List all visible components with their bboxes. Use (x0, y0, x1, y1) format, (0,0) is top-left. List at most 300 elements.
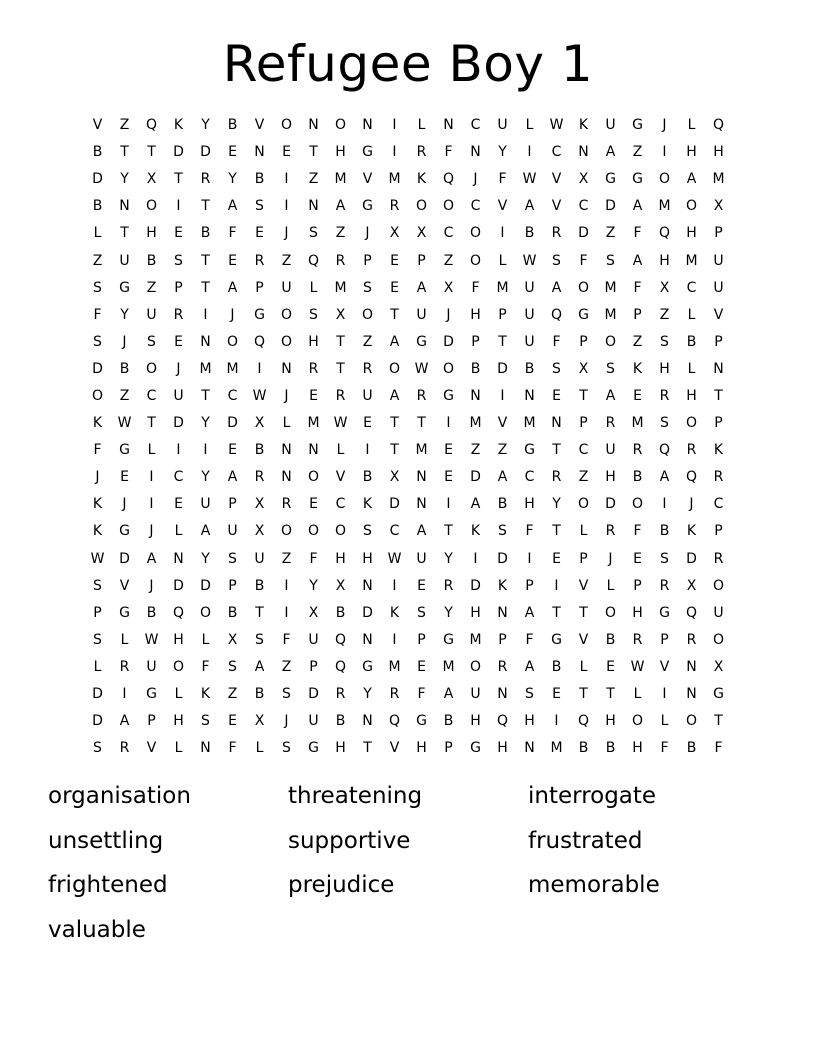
grid-letter: K (713, 442, 724, 459)
grid-letter: Y (444, 550, 453, 567)
grid-letter: H (146, 225, 157, 242)
grid-letter: E (228, 252, 237, 269)
grid-letter: T (201, 198, 210, 215)
grid-letter: U (416, 550, 427, 567)
grid-letter: T (417, 415, 426, 432)
grid-letter: R (686, 631, 697, 648)
grid-letter: Q (145, 117, 158, 134)
grid-letter: B (92, 144, 103, 161)
grid-letter: R (605, 415, 616, 432)
grid-letter: X (308, 604, 319, 621)
grid-letter: F (309, 550, 318, 567)
grid-letter: Y (363, 686, 372, 703)
grid-letter: H (335, 144, 346, 161)
grid-letter: D (92, 713, 103, 730)
grid-letter: M (658, 198, 671, 215)
grid-letter: C (524, 469, 535, 486)
grid-letter: B (92, 198, 103, 215)
grid-letter: O (361, 306, 374, 323)
grid-letter: S (498, 523, 507, 540)
grid-letter: G (119, 442, 130, 459)
grid-letter: R (659, 387, 670, 404)
grid-letter: V (92, 117, 103, 134)
grid-letter: H (335, 550, 346, 567)
grid-letter: C (173, 469, 184, 486)
grid-letter: D (173, 577, 184, 594)
grid-letter: N (173, 550, 184, 567)
grid-letter: D (470, 577, 481, 594)
grid-letter: P (579, 550, 588, 567)
grid-letter: Q (685, 469, 698, 486)
grid-letter: W (117, 415, 132, 432)
grid-letter: N (119, 198, 130, 215)
grid-letter: G (416, 713, 427, 730)
grid-letter: Z (632, 144, 643, 161)
grid-letter: B (254, 442, 265, 459)
grid-letter: E (174, 333, 183, 350)
grid-row (84, 735, 732, 762)
grid-letter: E (552, 686, 561, 703)
grid-letter: S (660, 550, 669, 567)
grid-letter: T (255, 604, 264, 621)
grid-letter: H (686, 387, 697, 404)
grid-letter: N (254, 144, 265, 161)
grid-letter: G (551, 631, 562, 648)
grid-letter: Q (658, 225, 671, 242)
grid-letter: J (122, 333, 127, 350)
grid-letter: S (606, 252, 615, 269)
grid-letter: O (145, 198, 158, 215)
grid-letter: B (497, 496, 508, 513)
grid-letter: E (633, 550, 642, 567)
grid-letter: I (527, 550, 532, 567)
grid-letter: M (334, 279, 347, 296)
grid-letter: G (362, 658, 373, 675)
word-list-item: prejudice (288, 872, 395, 898)
grid-letter: X (146, 171, 157, 188)
grid-letter: F (201, 658, 210, 675)
grid-letter: G (119, 604, 130, 621)
grid-letter: U (605, 442, 616, 459)
word-list-item: frightened (48, 872, 168, 898)
grid-letter: O (631, 496, 644, 513)
grid-letter: N (713, 360, 724, 377)
grid-letter: J (230, 306, 235, 323)
grid-row (84, 518, 732, 545)
grid-row (84, 600, 732, 627)
grid-letter: E (174, 225, 183, 242)
grid-letter: S (282, 740, 291, 757)
grid-letter: U (524, 306, 535, 323)
grid-letter: T (444, 523, 453, 540)
grid-letter: M (199, 360, 212, 377)
grid-letter: P (714, 225, 723, 242)
grid-letter: O (685, 713, 698, 730)
grid-letter: L (93, 658, 102, 675)
grid-letter: N (362, 631, 373, 648)
word-list-item: frustrated (528, 827, 643, 854)
grid-letter: C (578, 442, 589, 459)
grid-letter: O (577, 496, 590, 513)
grid-letter: G (362, 144, 373, 161)
grid-letter: E (282, 144, 291, 161)
grid-letter: G (119, 279, 130, 296)
grid-letter: O (577, 279, 590, 296)
grid-letter: N (578, 144, 589, 161)
grid-letter: G (659, 604, 670, 621)
grid-letter: U (173, 387, 184, 404)
grid-letter: R (686, 442, 697, 459)
grid-letter: J (365, 225, 370, 242)
grid-letter: B (227, 117, 238, 134)
grid-letter: N (470, 144, 481, 161)
grid-letter: V (659, 658, 670, 675)
grid-letter: G (254, 306, 265, 323)
grid-letter: A (632, 252, 643, 269)
grid-letter: Z (632, 333, 643, 350)
grid-letter: S (147, 333, 156, 350)
grid-letter: X (443, 279, 454, 296)
grid-letter: R (308, 360, 319, 377)
grid-letter: T (498, 333, 507, 350)
grid-letter: S (552, 360, 561, 377)
grid-letter: G (119, 523, 130, 540)
grid-letter: Y (120, 306, 129, 323)
grid-letter: S (417, 604, 426, 621)
word-list-item: threatening (288, 783, 423, 809)
grid-letter: F (417, 686, 426, 703)
grid-letter: Y (228, 171, 237, 188)
grid-letter: D (173, 415, 184, 432)
grid-letter: W (522, 252, 537, 269)
grid-letter: O (442, 360, 455, 377)
grid-letter: X (659, 279, 670, 296)
grid-letter: L (120, 631, 129, 648)
grid-letter: S (552, 252, 561, 269)
grid-letter: P (525, 577, 534, 594)
grid-letter: R (632, 631, 643, 648)
grid-letter: G (146, 686, 157, 703)
grid-letter: B (524, 360, 535, 377)
grid-letter: F (660, 740, 669, 757)
grid-letter: I (149, 496, 154, 513)
grid-letter: Z (119, 387, 130, 404)
grid-letter: B (200, 225, 211, 242)
grid-letter: X (389, 469, 400, 486)
grid-letter: O (658, 171, 671, 188)
grid-letter: X (254, 496, 265, 513)
grid-letter: R (443, 577, 454, 594)
grid-letter: B (659, 523, 670, 540)
grid-letter: O (631, 713, 644, 730)
grid-letter: O (307, 523, 320, 540)
grid-letter: X (713, 198, 724, 215)
grid-letter: Y (201, 117, 210, 134)
grid-row (84, 112, 732, 139)
grid-letter: R (200, 171, 211, 188)
grid-letter: S (660, 415, 669, 432)
word-list-item: organisation (48, 783, 191, 809)
grid-letter: N (524, 740, 535, 757)
grid-letter: Z (281, 658, 292, 675)
grid-letter: I (662, 144, 667, 161)
grid-letter: F (552, 333, 561, 350)
grid-letter: R (254, 469, 265, 486)
word-list-item: memorable (528, 872, 660, 898)
grid-letter: X (335, 306, 346, 323)
grid-letter: N (443, 117, 454, 134)
grid-letter: U (362, 387, 373, 404)
grid-letter: P (714, 415, 723, 432)
grid-letter: U (713, 252, 724, 269)
grid-letter: Q (442, 171, 455, 188)
word-list-item: supportive (288, 827, 411, 854)
grid-letter: P (147, 713, 156, 730)
grid-letter: T (714, 713, 723, 730)
grid-letter: U (119, 252, 130, 269)
grid-letter: J (689, 496, 694, 513)
grid-letter: Q (334, 631, 347, 648)
grid-letter: F (282, 631, 291, 648)
grid-letter: A (227, 279, 238, 296)
grid-row (84, 220, 732, 247)
grid-letter: M (712, 171, 725, 188)
grid-letter: R (389, 686, 400, 703)
grid-letter: Q (253, 333, 266, 350)
grid-letter: A (551, 279, 562, 296)
grid-letter: S (606, 360, 615, 377)
grid-letter: Q (658, 442, 671, 459)
grid-letter: H (416, 740, 427, 757)
grid-letter: B (524, 225, 535, 242)
grid-letter: U (227, 523, 238, 540)
grid-letter: L (309, 279, 318, 296)
grid-letter: Q (577, 713, 590, 730)
grid-letter: X (416, 225, 427, 242)
grid-letter: T (606, 686, 615, 703)
grid-letter: J (122, 496, 127, 513)
grid-letter: B (605, 631, 616, 648)
grid-letter: R (713, 469, 724, 486)
grid-letter: T (390, 415, 399, 432)
grid-letter: N (281, 469, 292, 486)
grid-letter: R (119, 658, 130, 675)
grid-letter: N (497, 686, 508, 703)
grid-row (84, 491, 732, 518)
grid-letter: P (633, 577, 642, 594)
grid-letter: N (470, 387, 481, 404)
grid-letter: I (392, 631, 397, 648)
grid-letter: I (203, 442, 208, 459)
grid-letter: R (335, 387, 346, 404)
grid-letter: Y (309, 577, 318, 594)
grid-letter: I (149, 469, 154, 486)
grid-letter: R (335, 252, 346, 269)
grid-letter: J (149, 577, 154, 594)
grid-letter: R (416, 387, 427, 404)
grid-letter: V (389, 740, 400, 757)
grid-letter: O (280, 523, 293, 540)
grid-letter: O (388, 360, 401, 377)
grid-letter: I (554, 577, 559, 594)
grid-row (84, 139, 732, 166)
grid-letter: V (713, 306, 724, 323)
grid-letter: E (228, 713, 237, 730)
grid-letter: Z (281, 252, 292, 269)
grid-letter: B (686, 740, 697, 757)
grid-letter: M (523, 415, 536, 432)
grid-letter: I (176, 442, 181, 459)
grid-letter: B (119, 360, 130, 377)
grid-letter: G (632, 117, 643, 134)
grid-letter: Z (470, 442, 481, 459)
grid-letter: A (524, 198, 535, 215)
grid-letter: O (172, 658, 185, 675)
grid-letter: B (578, 740, 589, 757)
grid-row (84, 654, 732, 681)
grid-letter: E (633, 387, 642, 404)
grid-letter: Z (119, 117, 130, 134)
grid-letter: U (470, 686, 481, 703)
grid-letter: N (308, 442, 319, 459)
grid-letter: B (335, 713, 346, 730)
grid-letter: O (334, 117, 347, 134)
grid-letter: P (579, 415, 588, 432)
grid-letter: O (469, 252, 482, 269)
grid-letter: M (226, 360, 239, 377)
grid-letter: L (633, 686, 642, 703)
grid-letter: J (95, 469, 100, 486)
grid-letter: O (604, 604, 617, 621)
grid-letter: W (522, 171, 537, 188)
grid-letter: Z (659, 306, 670, 323)
grid-letter: J (284, 713, 289, 730)
grid-letter: Z (362, 333, 373, 350)
grid-letter: X (335, 577, 346, 594)
grid-letter: D (497, 550, 508, 567)
grid-letter: G (443, 387, 454, 404)
grid-letter: U (146, 306, 157, 323)
grid-letter: I (446, 496, 451, 513)
grid-letter: I (365, 442, 370, 459)
grid-letter: A (605, 387, 616, 404)
grid-letter: J (662, 117, 667, 134)
grid-letter: D (200, 577, 211, 594)
grid-letter: T (390, 442, 399, 459)
grid-letter: N (497, 604, 508, 621)
grid-row (84, 464, 732, 491)
grid-row (84, 356, 732, 383)
grid-letter: B (254, 171, 265, 188)
grid-letter: Y (444, 604, 453, 621)
grid-letter: C (470, 198, 481, 215)
grid-letter: F (525, 631, 534, 648)
grid-row (84, 193, 732, 220)
grid-letter: S (228, 550, 237, 567)
grid-letter: Z (146, 279, 157, 296)
grid-letter: V (551, 198, 562, 215)
grid-letter: H (686, 144, 697, 161)
grid-letter: A (227, 198, 238, 215)
grid-letter: H (605, 469, 616, 486)
word-list-item: valuable (48, 916, 146, 943)
grid-letter: O (226, 333, 239, 350)
grid-letter: L (174, 740, 183, 757)
grid-letter: H (335, 740, 346, 757)
grid-letter: F (444, 144, 453, 161)
grid-letter: X (227, 631, 238, 648)
grid-letter: L (687, 360, 696, 377)
grid-letter: W (252, 387, 267, 404)
grid-letter: K (578, 117, 589, 134)
grid-letter: B (335, 604, 346, 621)
grid-letter: E (228, 442, 237, 459)
grid-letter: R (335, 686, 346, 703)
grid-letter: O (280, 117, 293, 134)
grid-row (84, 329, 732, 356)
word-list (48, 776, 768, 954)
grid-letter: T (147, 144, 156, 161)
grid-letter: Z (227, 686, 238, 703)
grid-letter: S (282, 686, 291, 703)
grid-letter: W (630, 658, 645, 675)
grid-letter: F (471, 279, 480, 296)
grid-letter: O (145, 360, 158, 377)
grid-letter: T (147, 415, 156, 432)
grid-letter: N (281, 360, 292, 377)
grid-letter: I (473, 550, 478, 567)
grid-letter: S (363, 523, 372, 540)
grid-letter: A (200, 523, 211, 540)
grid-letter: Q (550, 306, 563, 323)
grid-letter: N (416, 469, 427, 486)
grid-letter: O (91, 387, 104, 404)
grid-letter: Q (685, 604, 698, 621)
grid-letter: A (524, 604, 535, 621)
grid-letter: I (257, 360, 262, 377)
grid-letter: S (309, 225, 318, 242)
word-list-item: interrogate (528, 783, 657, 809)
grid-letter: A (119, 713, 130, 730)
grid-letter: U (713, 279, 724, 296)
grid-letter: E (309, 496, 318, 513)
grid-letter: D (578, 225, 589, 242)
grid-letter: Z (308, 171, 319, 188)
grid-letter: J (176, 360, 181, 377)
grid-letter: B (254, 577, 265, 594)
grid-letter: J (284, 387, 289, 404)
grid-letter: H (362, 550, 373, 567)
grid-letter: D (227, 415, 238, 432)
grid-letter: G (308, 740, 319, 757)
grid-letter: V (335, 469, 346, 486)
grid-letter: C (389, 523, 400, 540)
grid-letter: G (416, 333, 427, 350)
grid-letter: K (92, 523, 103, 540)
grid-letter: A (416, 523, 427, 540)
grid-letter: H (659, 360, 670, 377)
grid-letter: I (122, 686, 127, 703)
grid-letter: P (444, 740, 453, 757)
grid-letter: A (470, 496, 481, 513)
grid-letter: U (200, 496, 211, 513)
grid-letter: F (228, 225, 237, 242)
grid-letter: U (416, 306, 427, 323)
grid-letter: D (92, 360, 103, 377)
grid-letter: T (552, 442, 561, 459)
grid-letter: I (392, 117, 397, 134)
grid-letter: P (471, 333, 480, 350)
